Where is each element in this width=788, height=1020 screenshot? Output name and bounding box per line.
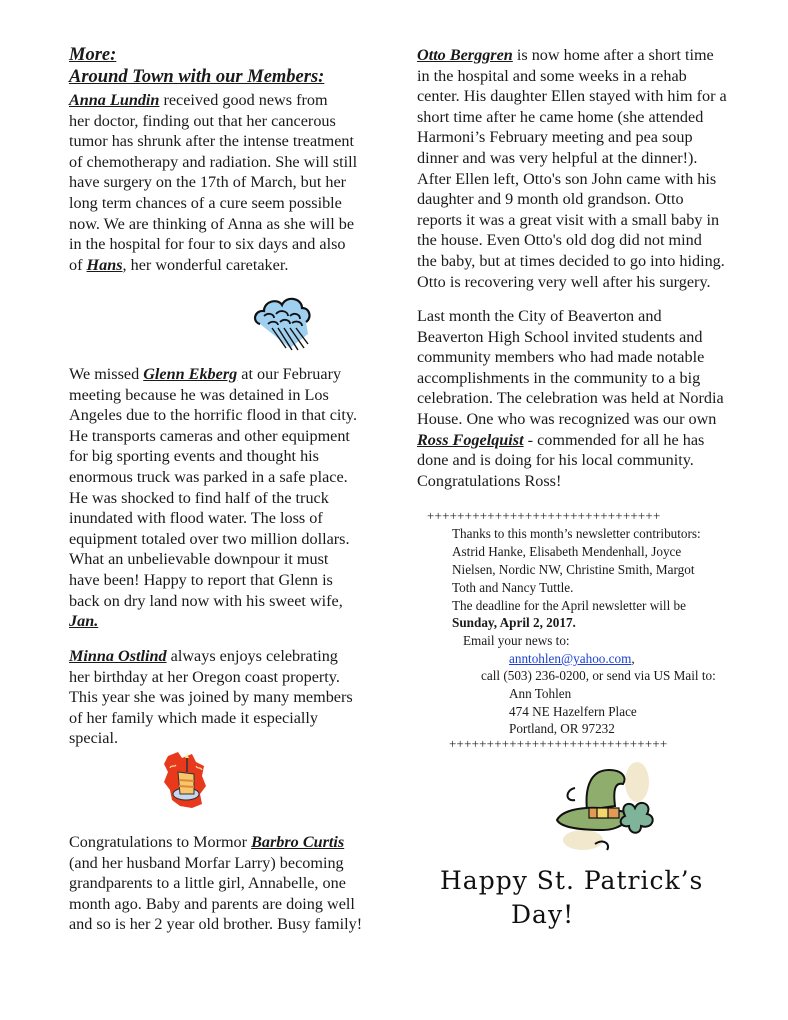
text-line: back on dry land now with his sweet wife,	[69, 591, 343, 610]
text-line: have been! Happy to report that Glenn is	[69, 570, 333, 589]
text-line: short time after he came home (she attended	[417, 107, 704, 126]
text-line: This year she was joined by many members	[69, 688, 353, 707]
article-barbro-curtis	[69, 832, 399, 935]
member-name-jan: Jan.	[69, 612, 99, 631]
address-line: Portland, OR 97232	[509, 721, 615, 736]
text-line: in the hospital for four to six days and also	[69, 235, 346, 254]
text-line: Beaverton High School invited students and	[417, 327, 703, 346]
deadline-date: Sunday, April 2, 2017.	[452, 615, 576, 630]
greeting-line-1: Happy St. Patrick’s	[440, 866, 704, 895]
divider-bottom: +++++++++++++++++++++++++++++	[449, 736, 668, 751]
text-line: Congratulations Ross!	[417, 471, 562, 490]
text-line: at our February	[237, 365, 342, 383]
article-beaverton-celebration	[417, 306, 762, 491]
email-prompt: Email your news to:	[463, 633, 570, 648]
left-column	[69, 44, 399, 88]
address-line: 474 NE Hazelfern Place	[509, 704, 637, 719]
leprechaun-hat-shamrock-icon	[553, 760, 663, 860]
text-line: inundated with flood water. The loss of	[69, 509, 323, 528]
greeting-line-2: Day!	[511, 900, 575, 929]
thanks-line: Thanks to this month’s newsletter contributors:	[452, 526, 701, 541]
text-line: (and her husband Morfar Larry) becoming	[69, 853, 344, 872]
text-line: Harmoni’s February meeting and pea soup	[417, 128, 693, 147]
text-line: her doctor, finding out that her cancerous	[69, 111, 336, 130]
rain-cloud-icon	[250, 290, 316, 356]
call-line: call (503) 236-0200, or send via US Mail to:	[481, 668, 716, 683]
thanks-line: Nielsen, Nordic NW, Christine Smith, Margot	[452, 562, 695, 577]
thanks-line: Astrid Hanke, Elisabeth Mendenhall, Joyce	[452, 544, 682, 559]
article-minna-ostlind	[69, 646, 399, 749]
text-line: always enjoys celebrating	[166, 647, 338, 665]
address-line: Ann Tohlen	[509, 686, 572, 701]
text-line: equipment totaled over two million dollars.	[69, 529, 350, 548]
text-line: After Ellen left, Otto's son John came with his	[417, 169, 717, 188]
text-line: in the hospital and some weeks in a rehab	[417, 66, 687, 85]
text-line: daughter and 9 month old grandson. Otto	[417, 190, 684, 209]
text-line: celebration. The celebration was held at Nordia	[417, 389, 724, 408]
member-name-barbro-curtis: Barbro Curtis	[251, 833, 345, 851]
text-line: House. One who was recognized was our own	[417, 409, 717, 428]
text-line: received good news from	[159, 91, 328, 109]
email-suffix: ,	[631, 651, 635, 666]
text-line: have surgery on the 17th of March, but her	[69, 173, 347, 192]
text-line: meeting because he was detained in Los	[69, 385, 329, 404]
text-line: Congratulations to Mormor	[69, 833, 252, 851]
text-line: of	[69, 255, 87, 274]
text-line: Angeles due to the horrific flood in that city.	[69, 406, 357, 425]
text-line: the baby, but at times decided to go into hiding.	[417, 251, 725, 270]
text-line: community members who had made notable	[417, 348, 705, 367]
text-line: center. His daughter Ellen stayed with him for a	[417, 87, 727, 106]
text-line: for big sporting events and thought his	[69, 447, 319, 466]
article-anna-lundin	[69, 90, 399, 275]
article-glenn-ekberg	[69, 364, 399, 632]
text-line: accomplishments in the community to a big	[417, 368, 701, 387]
heading-around-town: Around Town with our Members:	[69, 67, 325, 87]
birthday-cake-icon	[162, 750, 208, 810]
member-name-ross-fogelquist: Ross Fogelquist	[417, 430, 524, 449]
text-line: month ago. Baby and parents are doing well	[69, 894, 355, 913]
member-name-minna-ostlind: Minna Ostlind	[69, 647, 167, 665]
text-line: of her family which made it especially	[69, 708, 319, 727]
text-line: done and is doing for his local community.	[417, 451, 694, 470]
heading-more: More:	[69, 45, 117, 65]
text-line: is now home after a short time	[512, 46, 714, 64]
text-line: reports it was a great visit with a small baby in	[417, 210, 720, 229]
text-line: He was shocked to find half of the truck	[69, 488, 329, 507]
text-line: grandparents to a little girl, Annabelle, one	[69, 874, 346, 893]
text-line: special.	[69, 729, 118, 748]
email-row	[509, 650, 635, 668]
thanks-line: Toth and Nancy Tuttle.	[452, 580, 574, 595]
text-line: her birthday at her Oregon coast property.	[69, 667, 340, 686]
text-line: enormous truck was parked in a safe place.	[69, 467, 348, 486]
text-line: and so is her 2 year old brother. Busy family!	[69, 915, 363, 934]
text-line: What an unbelievable downpour it must	[69, 550, 329, 569]
text-line: We missed	[69, 365, 144, 383]
member-name-otto-berggren: Otto Berggren	[417, 46, 513, 64]
text-line: He transports cameras and other equipment	[69, 426, 350, 445]
text-line: - commended for all he has	[523, 430, 705, 449]
text-line: , her wonderful caretaker.	[122, 255, 289, 274]
text-line: now. We are thinking of Anna as she will be	[69, 214, 355, 233]
member-name-anna-lundin: Anna Lundin	[69, 91, 160, 109]
divider-top: +++++++++++++++++++++++++++++++	[427, 508, 661, 523]
member-name-glenn-ekberg: Glenn Ekberg	[143, 365, 238, 383]
article-otto-berggren	[417, 45, 762, 292]
email-link[interactable]: anntohlen@yahoo.com	[509, 651, 632, 666]
text-line: dinner and was very helpful at the dinner!).	[417, 148, 698, 167]
text-line: Last month the City of Beaverton and	[417, 307, 662, 325]
text-line: tumor has shrunk after the intense treatment	[69, 132, 354, 151]
member-name-hans: Hans	[86, 255, 123, 274]
text-line: the house. Even Otto's old dog did not mind	[417, 231, 702, 250]
text-line: of chemotherapy and radiation. She will still	[69, 152, 358, 171]
deadline-text: The deadline for the April newsletter will be	[452, 598, 687, 613]
text-line: Otto is recovering very well after his surgery.	[417, 272, 711, 291]
text-line: long term chances of a cure seem possible	[69, 193, 342, 212]
